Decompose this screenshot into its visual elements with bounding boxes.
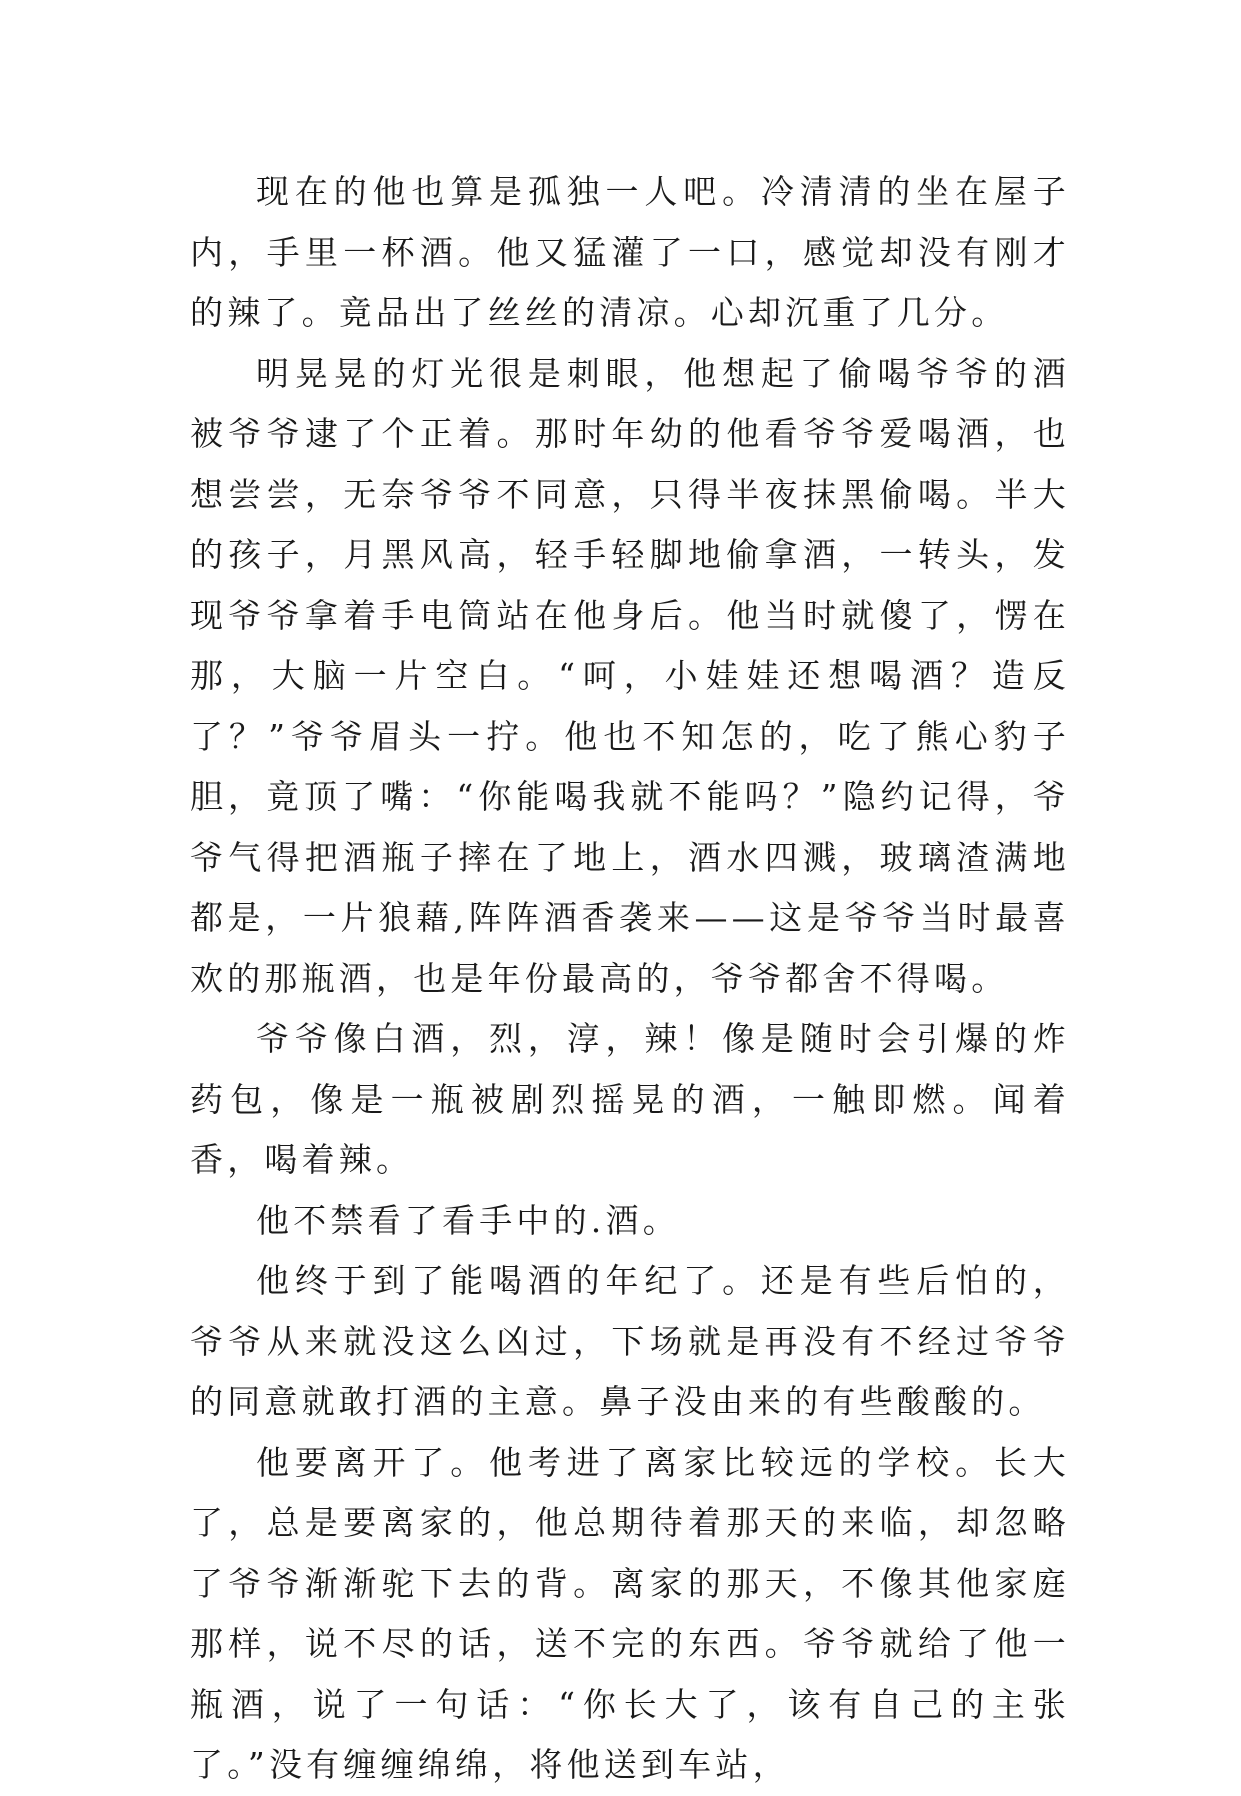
paragraph-2: 明晃晃的灯光很是刺眼，他想起了偷喝爷爷的酒被爷爷逮了个正着。那时年幼的他看爷爷爱喝酒，也想尝尝，无奈爷爷不同意，只得半夜抹黑偷喝。半大的孩子，月黑风高，轻手轻脚地偷拿酒，一转头，发现爷爷拿着手电筒站在他身后。他当时就傻了，愣在那，大脑一片空白。“呵，小娃娃还想喝酒？造反了？”爷爷眉头一拧。他也不知怎的，吃了熊心豹子胆，竟顶了嘴：“你能喝我就不能吗？”隐约记得，爷爷气得把酒瓶子摔在了地上，酒水四溅，玻璃渣满地都是，一片狼藉,阵阵酒香袭来——这是爷爷当时最喜欢的那瓶酒，也是年份最高的，爷爷都舍不得喝。 [190, 353, 1070, 998]
paragraph-5: 他终于到了能喝酒的年纪了。还是有些后怕的，爷爷从来就没这么凶过，下场就是再没有不经过爷爷的同意就敢打酒的主意。鼻子没由来的有些酸酸的。 [190, 1261, 1070, 1421]
paragraph-3: 爷爷像白酒，烈，淳，辣！像是随时会引爆的炸药包，像是一瓶被剧烈摇晃的酒，一触即燃。闻着香，喝着辣。 [190, 1019, 1070, 1179]
paragraph-6: 他要离开了。他考进了离家比较远的学校。长大了，总是要离家的，他总期待着那天的来临，却忽略了爷爷渐渐驼下去的背。离家的那天，不像其他家庭那样，说不尽的话，送不完的东西。爷爷就给了他一瓶酒，说了一句话：“你长大了，该有自己的主张了。”没有缠缠绵绵，将他送到车站， [190, 1442, 1070, 1784]
paragraph-1: 现在的他也算是孤独一人吧。冷清清的坐在屋子内，手里一杯酒。他又猛灌了一口，感觉却没有刚才的辣了。竟品出了丝丝的清凉。心却沉重了几分。 [190, 172, 1070, 332]
paragraph-4: 他不禁看了看手中的.酒。 [256, 1200, 680, 1240]
document-page [190, 162, 1070, 1796]
